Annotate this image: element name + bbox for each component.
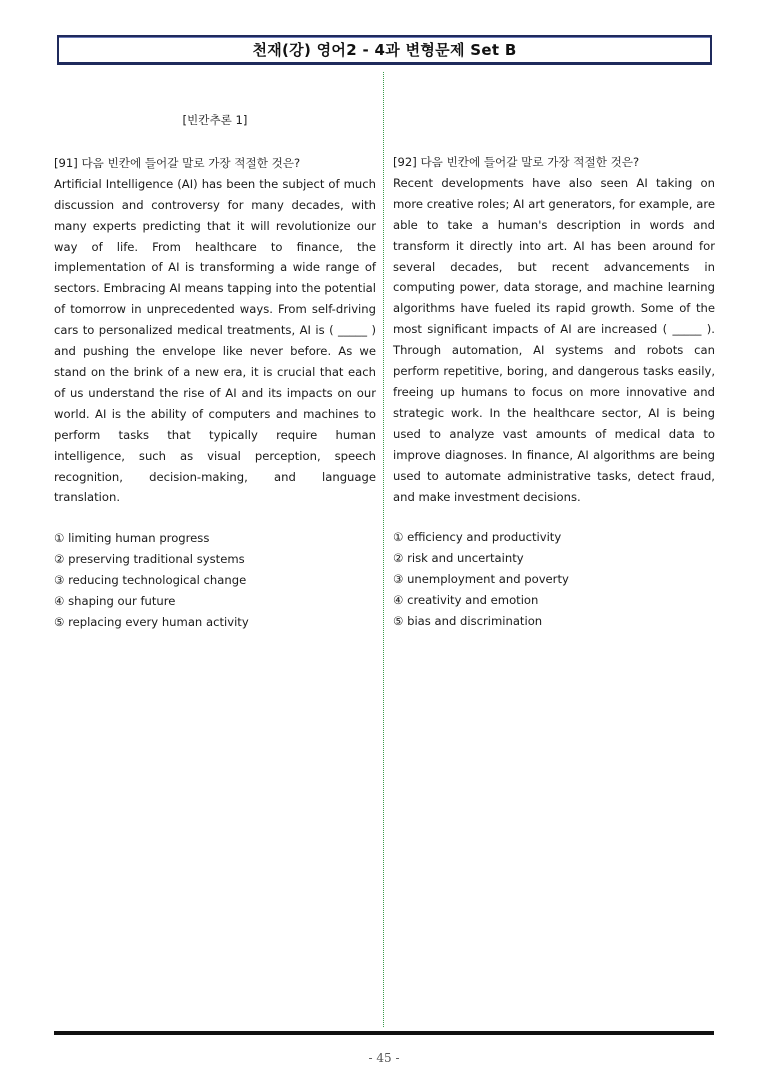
right-column — [393, 152, 715, 632]
choice-item[interactable]: ① efficiency and productivity — [393, 530, 562, 545]
section-label — [54, 110, 376, 131]
choices-91 — [54, 528, 376, 632]
left-column — [54, 110, 376, 633]
choice-item[interactable]: ③ reducing technological change — [54, 573, 247, 588]
passage-92: Recent developments have also seen AI taking on more creative roles; AI art generators, for example, are able to take a human's description in words and transform it directly into art. AI has been around for several decades, but recent advancements in computing power, data storage, and machine learning algorithms have fueled its rapid growth. Some of the most significant impacts of AI are increased ( _____ ). Through automation, AI systems and robots can perform repetitive, boring, and dangerous tasks easily, freeing up humans to focus on more innovative and strategic work. In the healthcare sector, AI is being used to analyze vast amounts of medical data to improve diagnoses. In finance, AI algorithms are being used to automate administrative tasks, detect fraud, and make investment decisions. — [393, 175, 715, 504]
page-title: 천재(강) 영어2 - 4과 변형문제 Set B — [252, 41, 517, 59]
footer-rule — [54, 1031, 714, 1035]
choice-item[interactable]: ④ shaping our future — [54, 593, 176, 608]
section-label-text: [빈칸추론 1] — [182, 113, 248, 127]
choice-item[interactable]: ⑤ bias and discrimination — [393, 613, 543, 628]
choices-92 — [393, 527, 715, 631]
choice-item[interactable]: ② preserving traditional systems — [54, 552, 245, 567]
passage-91: Artificial Intelligence (AI) has been the subject of much discussion and controversy for many decades, with many experts predicting that it will revolutionize our way of life. From healthcare to finance, the implementation of AI is transforming a wide range of sectors. Embracing AI means tapping into the potential of tomorrow in unprecedented ways. From self-driving cars to personalized medical treatments, AI is ( _____ ) and pushing the envelope like never before. As we stand on the brink of a new era, it is crucial that each of us understand the rise of AI and its impacts on our world. AI is the ability of computers and machines to perform tasks that typically require human intelligence, such as visual perception, speech recognition, decision-making, and language translation. — [54, 176, 376, 505]
question-91: [91] 다음 빈칸에 들어갈 말로 가장 적절한 것은? — [54, 155, 301, 170]
column-divider — [383, 72, 384, 1027]
choice-item[interactable]: ④ creativity and emotion — [393, 593, 539, 608]
page-header — [57, 35, 712, 65]
choice-item[interactable]: ① limiting human progress — [54, 531, 210, 546]
choice-item[interactable]: ⑤ replacing every human activity — [54, 614, 249, 629]
question-92: [92] 다음 빈칸에 들어갈 말로 가장 적절한 것은? — [393, 155, 640, 169]
choice-item[interactable]: ③ unemployment and poverty — [393, 572, 569, 587]
choice-item[interactable]: ② risk and uncertainty — [393, 551, 524, 566]
page-number: - 45 - — [368, 1051, 400, 1065]
